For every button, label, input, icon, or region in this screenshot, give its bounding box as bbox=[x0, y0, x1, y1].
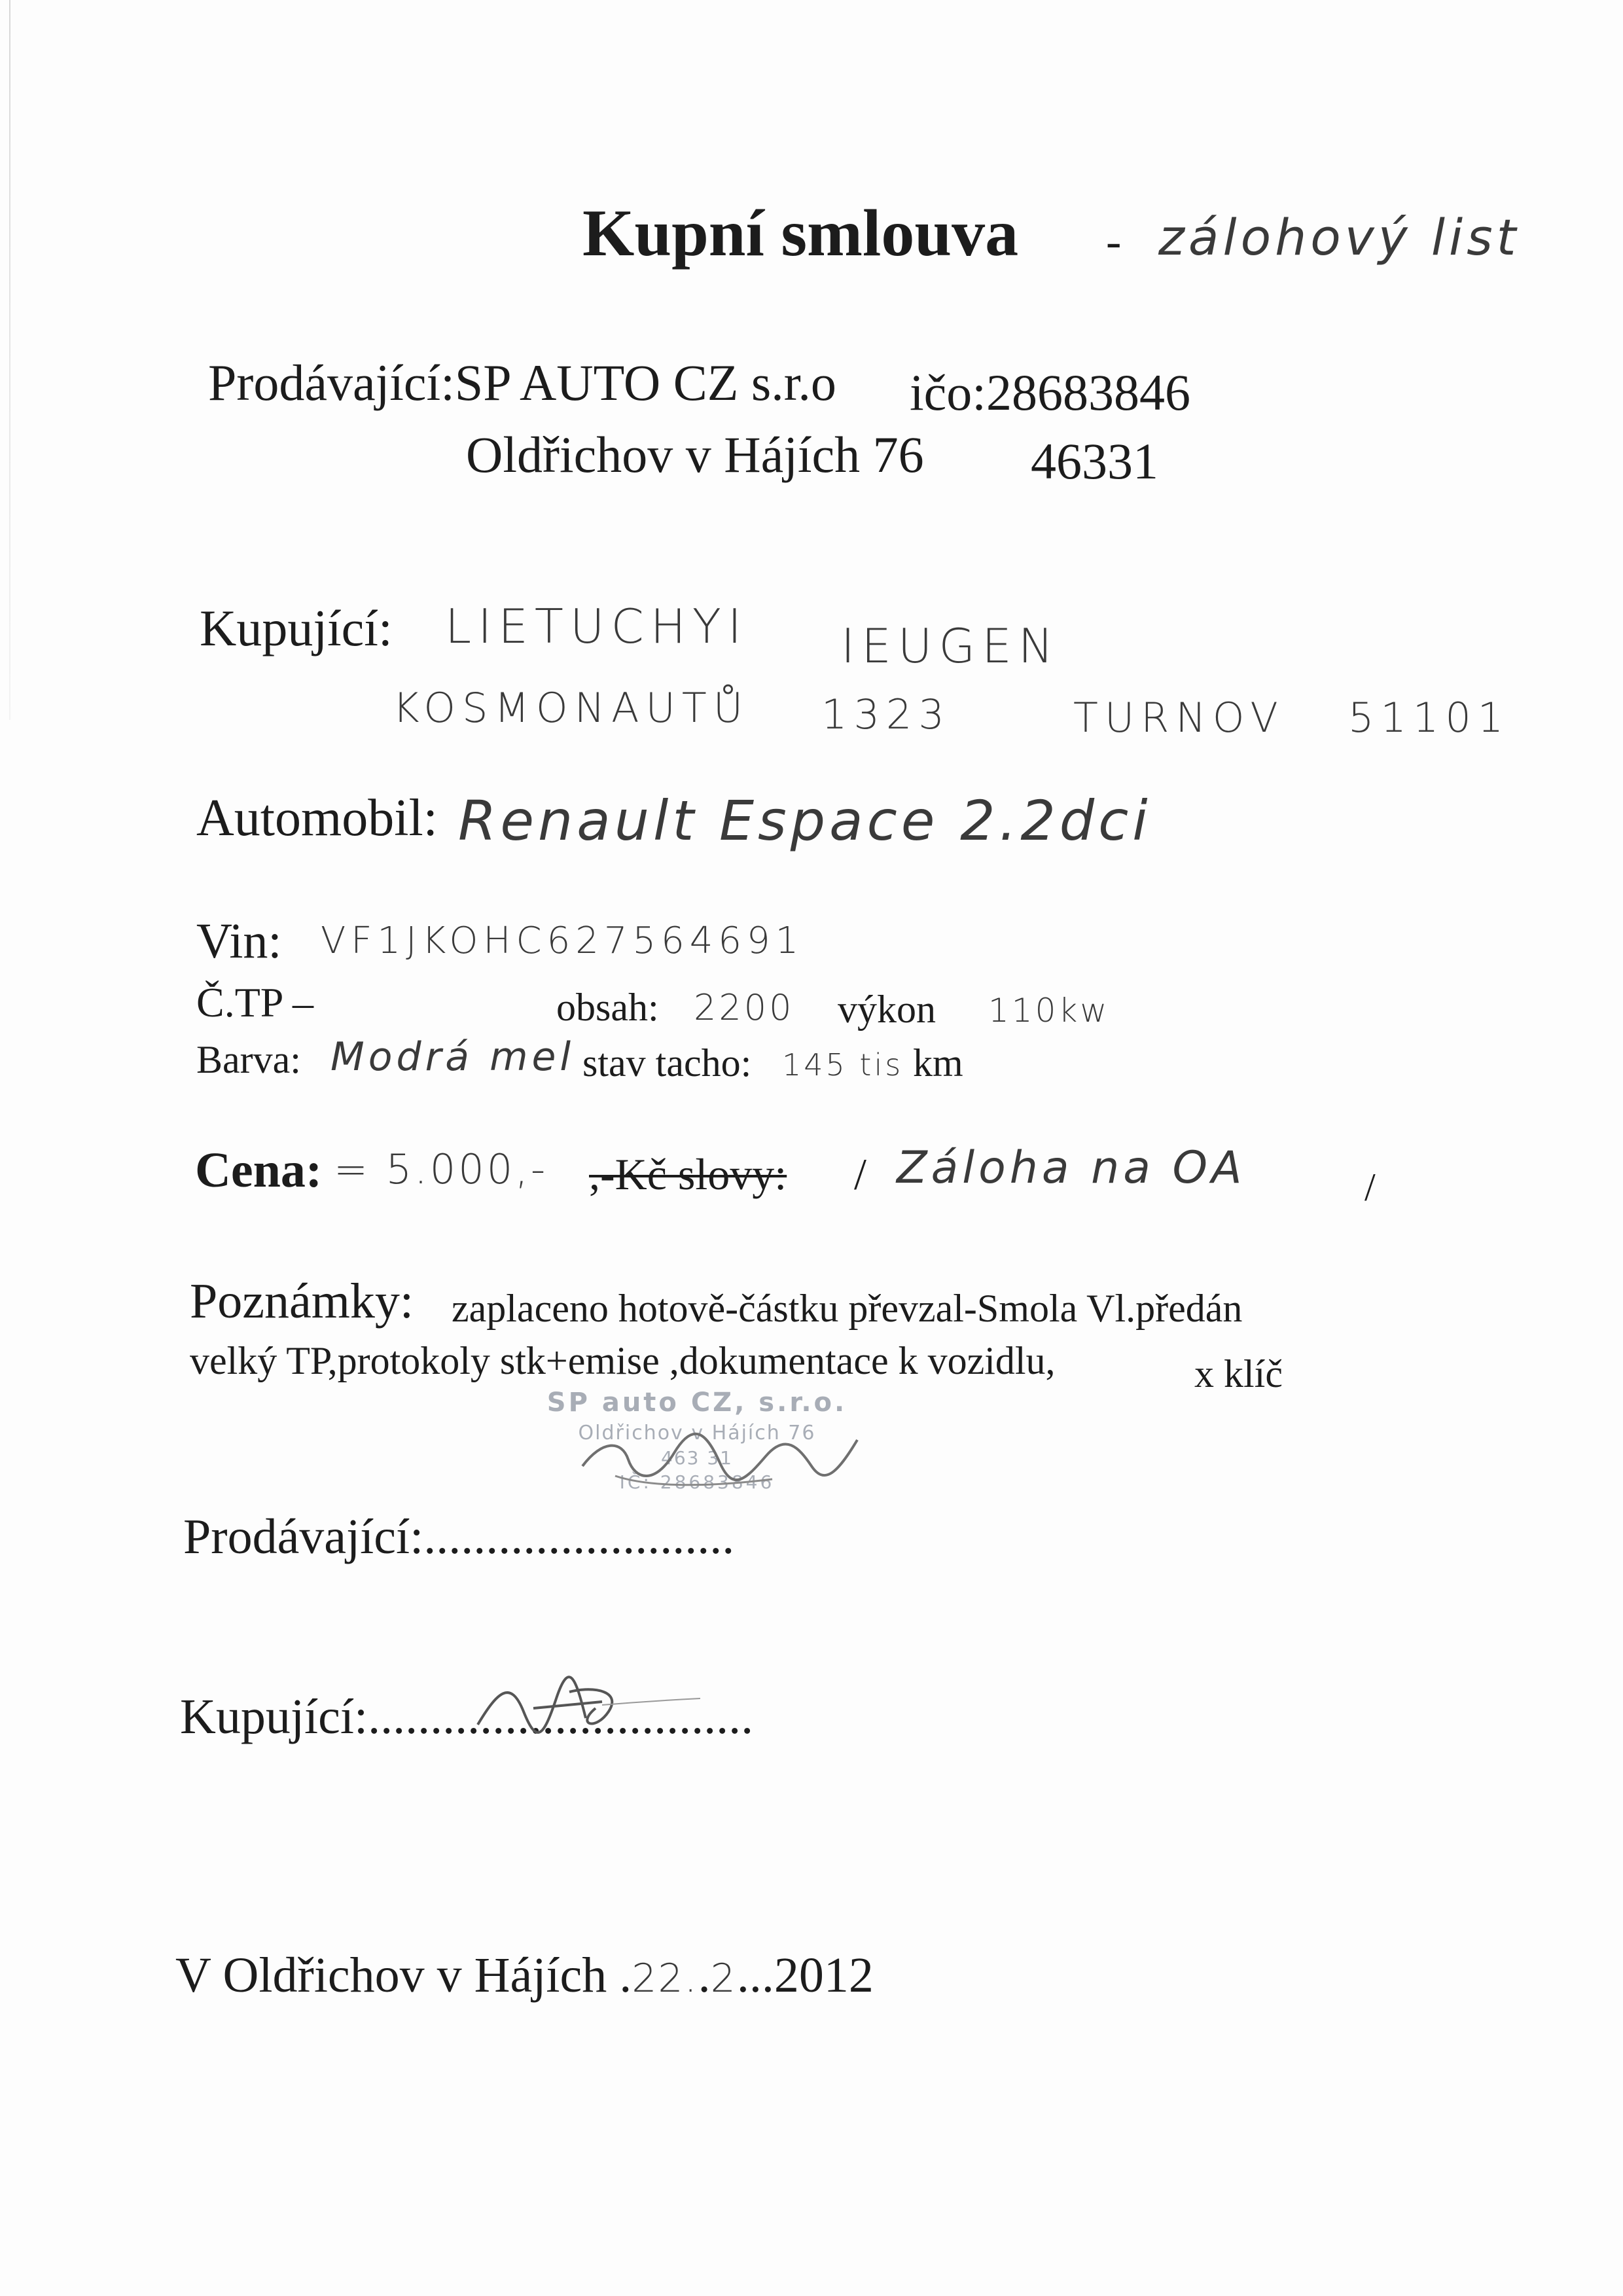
stamp-line-3: 463 31 bbox=[661, 1447, 733, 1469]
buyer-surname: LIETUCHYI bbox=[445, 599, 749, 654]
odometer-unit: km bbox=[913, 1041, 963, 1085]
document-title: Kupní smlouva bbox=[582, 196, 1019, 270]
price-words: Záloha na OA bbox=[897, 1142, 1246, 1194]
title-dash: - bbox=[1106, 217, 1122, 267]
notes-line-1: zaplaceno hotově-částku převzal-Smola Vl.předán bbox=[452, 1287, 1243, 1330]
seller-name: SP AUTO CZ s.r.o bbox=[454, 354, 836, 411]
tp-label: Č.TP – bbox=[196, 979, 313, 1026]
buyer-number: 1323 bbox=[821, 691, 951, 738]
seller-line bbox=[208, 353, 836, 412]
seller-signature-graphic bbox=[576, 1427, 864, 1499]
stamp-line-2: Oldřichov v Hájích 76 bbox=[578, 1422, 816, 1444]
odometer-label: stav tacho: bbox=[582, 1041, 752, 1085]
price-currency: ,-Kč slovy: bbox=[589, 1149, 787, 1199]
seller-ico: ičo:28683846 bbox=[910, 364, 1190, 421]
date-dots-3: ... bbox=[736, 1948, 774, 2003]
place: V Oldřichov v Hájích bbox=[175, 1948, 607, 2003]
notes-line-2-end: x klíč bbox=[1194, 1352, 1283, 1395]
scan-edge-line bbox=[9, 0, 10, 720]
volume-value: 2200 bbox=[694, 987, 794, 1028]
buyer-signature-label: Kupující: bbox=[180, 1689, 368, 1744]
date-dots-1: . bbox=[619, 1948, 632, 2003]
seller-signature-label: Prodávající: bbox=[183, 1509, 424, 1564]
seller-signature-line bbox=[183, 1509, 734, 1566]
vin-label: Vin: bbox=[196, 914, 282, 969]
price-slash: / bbox=[854, 1149, 866, 1199]
place-date-line bbox=[175, 1947, 874, 2004]
seller-label: Prodávající: bbox=[208, 354, 455, 411]
buyer-zip: 51101 bbox=[1348, 694, 1510, 742]
buyer-street: KOSMONAUTŮ bbox=[393, 684, 750, 732]
notes-label: Poznámky: bbox=[190, 1274, 414, 1329]
seller-zip: 46331 bbox=[1031, 433, 1158, 490]
buyer-signature-dots: ............................... bbox=[368, 1689, 754, 1744]
vin-value: VF1JKOHC627564691 bbox=[321, 920, 804, 962]
volume-label: obsah: bbox=[556, 986, 659, 1029]
price-slash-end: / bbox=[1364, 1166, 1376, 1209]
color-label: Barva: bbox=[196, 1038, 301, 1081]
power-label: výkon bbox=[838, 988, 936, 1031]
color-value: Modrá mel bbox=[330, 1034, 575, 1080]
seller-signature-dots: ......................... bbox=[423, 1509, 735, 1564]
date-day: 22. bbox=[632, 1956, 698, 2001]
car-label: Automobil: bbox=[196, 789, 438, 847]
notes-line-2: velký TP,protokoly stk+emise ,dokumentace k vozidlu, bbox=[190, 1339, 1056, 1382]
car-value: Renault Espace 2.2dci bbox=[458, 789, 1152, 853]
power-value: 110kw bbox=[988, 992, 1110, 1030]
buyer-signature-graphic bbox=[471, 1672, 707, 1744]
buyer-city: TURNOV bbox=[1073, 694, 1285, 742]
date-month: 2 bbox=[710, 1956, 737, 2001]
seller-address: Oldřichov v Hájích 76 bbox=[466, 426, 924, 483]
buyer-label: Kupující: bbox=[200, 600, 393, 656]
odometer-value: 145 tis bbox=[782, 1047, 904, 1083]
date-year: 2012 bbox=[774, 1948, 874, 2003]
date-dots-2: . bbox=[698, 1948, 711, 2003]
title-handwritten-note: zálohový list bbox=[1158, 208, 1520, 266]
buyer-firstname: IEUGEN bbox=[841, 619, 1060, 673]
price-label: Cena: bbox=[195, 1143, 323, 1198]
price-value: = 5.000,- bbox=[334, 1145, 548, 1193]
stamp-line-1: SP auto CZ, s.r.o. bbox=[546, 1388, 847, 1418]
stamp-line-4: IČ: 28683846 bbox=[619, 1471, 775, 1493]
